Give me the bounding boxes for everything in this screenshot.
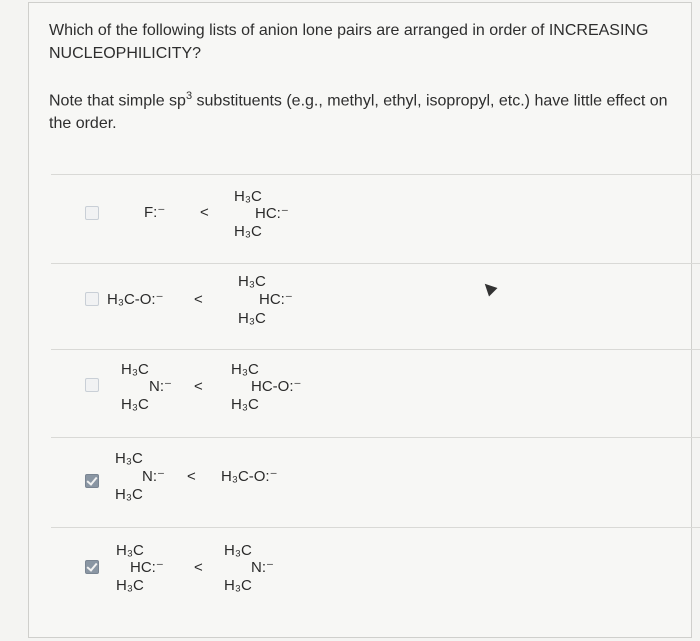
molecule-right-top: H₃C [234, 188, 262, 205]
less-than-sign: < [200, 204, 209, 221]
molecule-right-bottom: H₃C [234, 223, 262, 240]
molecule-right-center: N:⁻ [251, 559, 274, 576]
molecule-left: H₃C-O:⁻ [107, 291, 164, 308]
option-checkbox[interactable] [85, 292, 99, 306]
molecule-right-center: HC:⁻ [259, 291, 293, 308]
molecule-left-top: H₃C [115, 450, 143, 467]
molecule-left-top: H₃C [121, 361, 149, 378]
option-checkbox[interactable] [85, 378, 99, 392]
molecule-right-bottom: H₃C [231, 396, 259, 413]
option-checkbox[interactable] [85, 206, 99, 220]
question-note [49, 85, 681, 135]
molecule-left-top: H₃C [116, 542, 144, 559]
molecule-right-top: H₃C [224, 542, 252, 559]
molecule-left-center: N:⁻ [149, 378, 172, 395]
molecule-left-bottom: H₃C [116, 577, 144, 594]
molecule-left-bottom: H₃C [121, 396, 149, 413]
molecule-right-center: HC:⁻ [255, 205, 289, 222]
note-text-pre: Note that simple sp [49, 92, 186, 110]
answer-option-4[interactable] [29, 438, 693, 527]
less-than-sign: < [194, 559, 203, 576]
note-superscript: 3 [185, 90, 193, 102]
option-checkbox-checked[interactable] [85, 560, 99, 574]
note-text-post: substituents (e.g., methyl, ethyl, isopropyl, etc.) have little effect on the order. [49, 92, 668, 133]
molecule-left-center: N:⁻ [142, 468, 165, 485]
molecule-right-bottom: H₃C [238, 310, 266, 327]
molecule-right-top: H₃C [231, 361, 259, 378]
molecule-right-center: HC-O:⁻ [251, 378, 302, 395]
answer-option-5[interactable] [29, 528, 693, 633]
question-card [28, 2, 692, 638]
less-than-sign: < [187, 468, 196, 485]
molecule-right-bottom: H₃C [224, 577, 252, 594]
answer-option-1[interactable] [29, 175, 693, 263]
less-than-sign: < [194, 291, 203, 308]
less-than-sign: < [194, 378, 203, 395]
molecule-left-bottom: H₃C [115, 486, 143, 503]
answer-option-3[interactable] [29, 350, 693, 437]
molecule-right: H₃C-O:⁻ [221, 468, 278, 485]
option-checkbox-checked[interactable] [85, 474, 99, 488]
answer-option-2[interactable] [29, 264, 693, 349]
molecule-left-center: HC:⁻ [130, 559, 164, 576]
molecule-right-top: H₃C [238, 273, 266, 290]
molecule-left: F:⁻ [144, 204, 166, 221]
question-text: Which of the following lists of anion lone pairs are arranged in order of INCREASING NUCLEOPHILICITY? [49, 22, 649, 62]
